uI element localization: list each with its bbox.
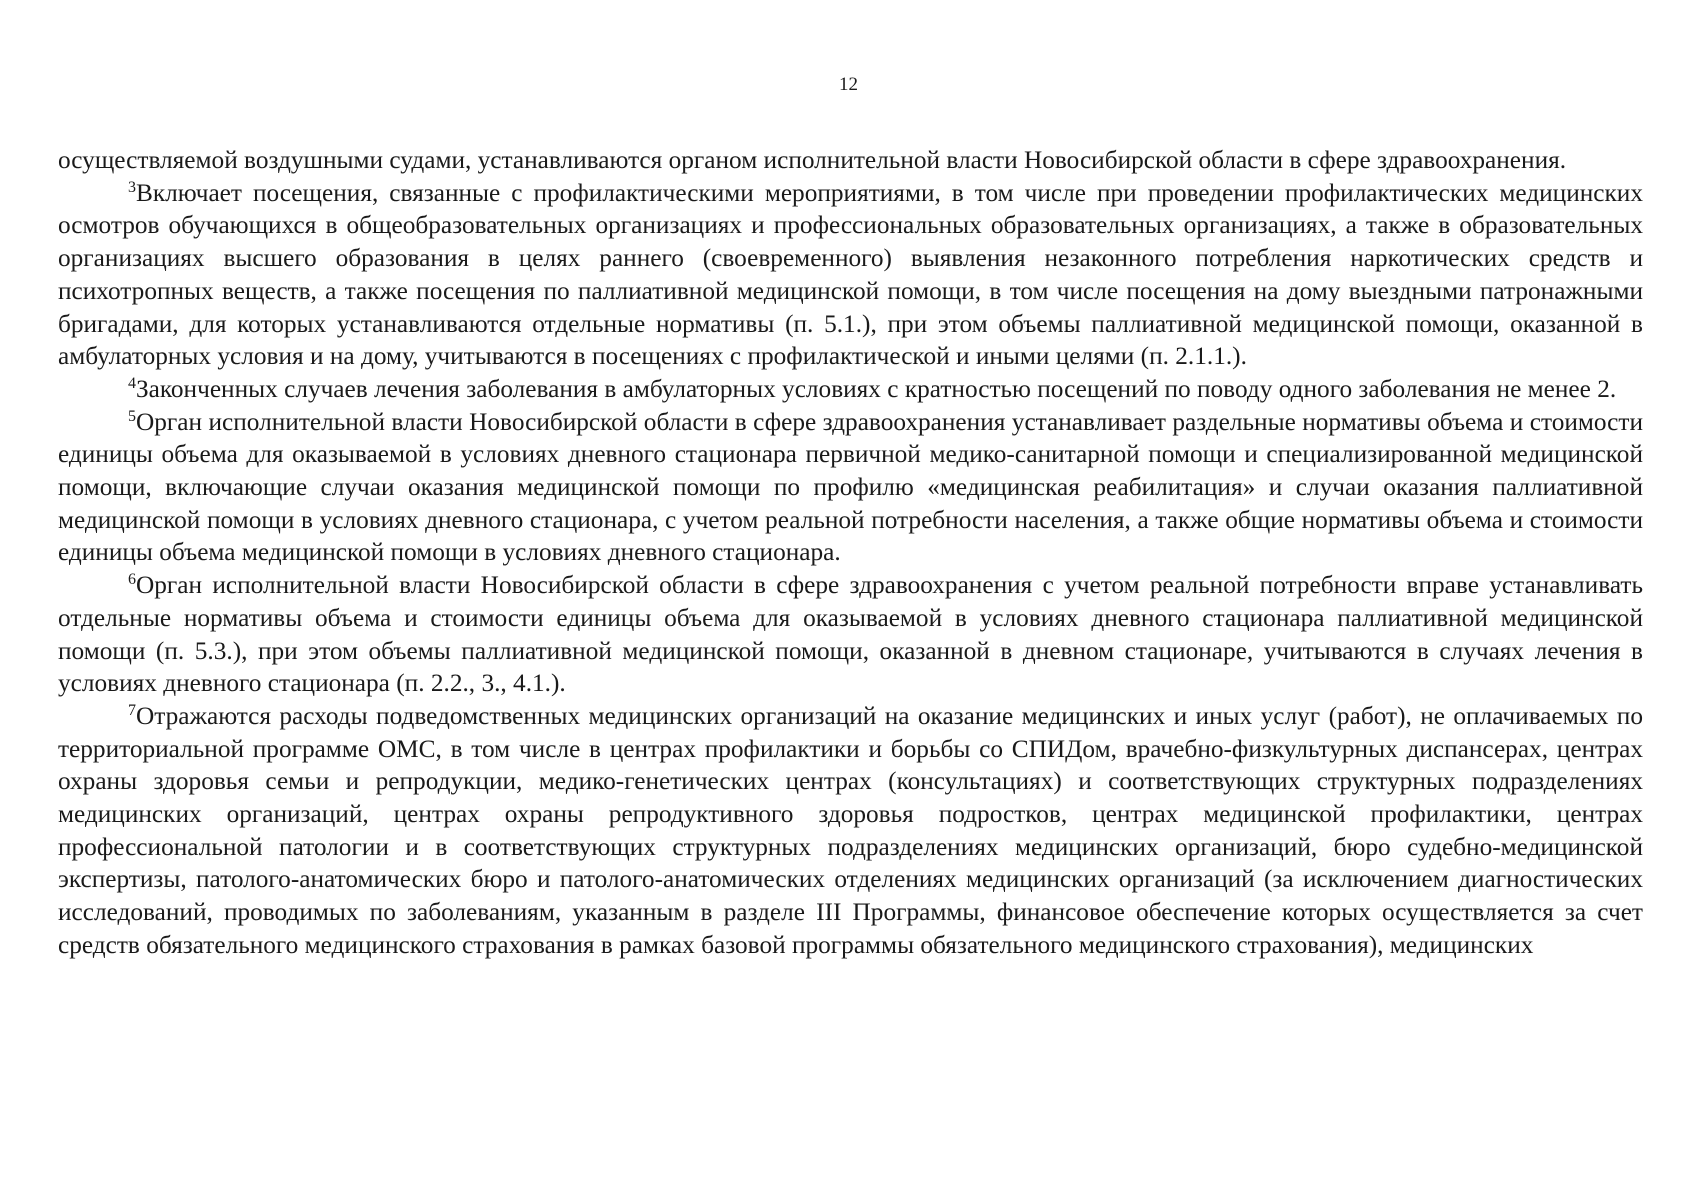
footnote-marker: 5	[128, 407, 136, 425]
page-number: 12	[839, 74, 858, 95]
footnote-5	[58, 406, 1643, 570]
footnote-4	[58, 373, 1643, 406]
footnote-marker: 7	[128, 701, 136, 719]
footnote-6	[58, 569, 1643, 700]
footnote-marker: 6	[128, 571, 136, 589]
footnote-text: Орган исполнительной власти Новосибирской области в сфере здравоохранения устанавливает раздельные нормативы объема и стоимости единицы объема для оказываемой в условиях дневного стационара первичной медико-санитарной помощи и специализированной медицинской помощи, включающие случаи оказания медицинской помощи по профилю «медицинская реабилитация» и случаи оказания паллиативной медицинской помощи в условиях дневного стационара, с учетом реальной потребности населения, а также общие нормативы объема и стоимости единицы объема медицинской помощи в условиях дневного стационара.	[58, 407, 1643, 567]
footnote-marker: 4	[128, 374, 136, 392]
document-body	[58, 144, 1643, 962]
paragraph-continuation	[58, 144, 1643, 177]
footnote-7	[58, 700, 1643, 962]
footnote-text: Орган исполнительной власти Новосибирской области в сфере здравоохранения с учетом реальной потребности вправе устанавливать отдельные нормативы объема и стоимости единицы объема для оказываемой в условиях дневного стационара паллиативной медицинской помощи (п. 5.3.), при этом объемы паллиативной медицинской помощи, оказанной в дневном стационаре, учитываются в случаях лечения в условиях дневного стационара (п. 2.2., 3., 4.1.).	[58, 571, 1643, 698]
footnote-text: Включает посещения, связанные с профилактическими мероприятиями, в том числе при проведении профилактических медицинских осмотров обучающихся в общеобразовательных организациях и профессиональных образовательных организациях, а также в образовательных организациях высшего образования в целях раннего (своевременного) выявления незаконного потребления наркотических средств и психотропных веществ, а также посещения по паллиативной медицинской помощи, в том числе посещения на дому выездными патронажными бригадами, для которых устанавливаются отдельные нормативы (п. 5.1.), при этом объемы паллиативной медицинской помощи, оказанной в амбулаторных условия и на дому, учитываются в посещениях с профилактической и иными целями (п. 2.1.1.).	[58, 178, 1643, 371]
footnote-3	[58, 177, 1643, 373]
footnote-text: Законченных случаев лечения заболевания в амбулаторных условиях с кратностью посещений по поводу одного заболевания не менее 2.	[136, 374, 1617, 403]
paragraph-text: осуществляемой воздушными судами, устанавливаются органом исполнительной власти Новосибирской области в сфере здравоохранения.	[58, 146, 1567, 174]
footnote-marker: 3	[128, 178, 136, 196]
footnote-text: Отражаются расходы подведомственных медицинских организаций на оказание медицинских и иных услуг (работ), не оплачиваемых по территориальной программе ОМС, в том числе в центрах профилактики и борьбы со СПИДом, врачебно-физкультурных диспансерах, центрах охраны здоровья семьи и репродукции, медико-генетических центрах (консультациях) и соответствующих структурных подразделениях медицинских организаций, центрах охраны репродуктивного здоровья подростков, центрах медицинской профилактики, центрах профессиональной патологии и в соответствующих структурных подразделениях медицинских организаций, бюро судебно-медицинской экспертизы, патолого-анатомических бюро и патолого-анатомических отделениях медицинских организаций (за исключением диагностических исследований, проводимых по заболеваниям, указанным в разделе III Программы, финансовое обеспечение которых осуществляется за счет средств обязательного медицинского страхования в рамках базовой программы обязательного медицинского страхования), медицинских	[58, 701, 1643, 959]
